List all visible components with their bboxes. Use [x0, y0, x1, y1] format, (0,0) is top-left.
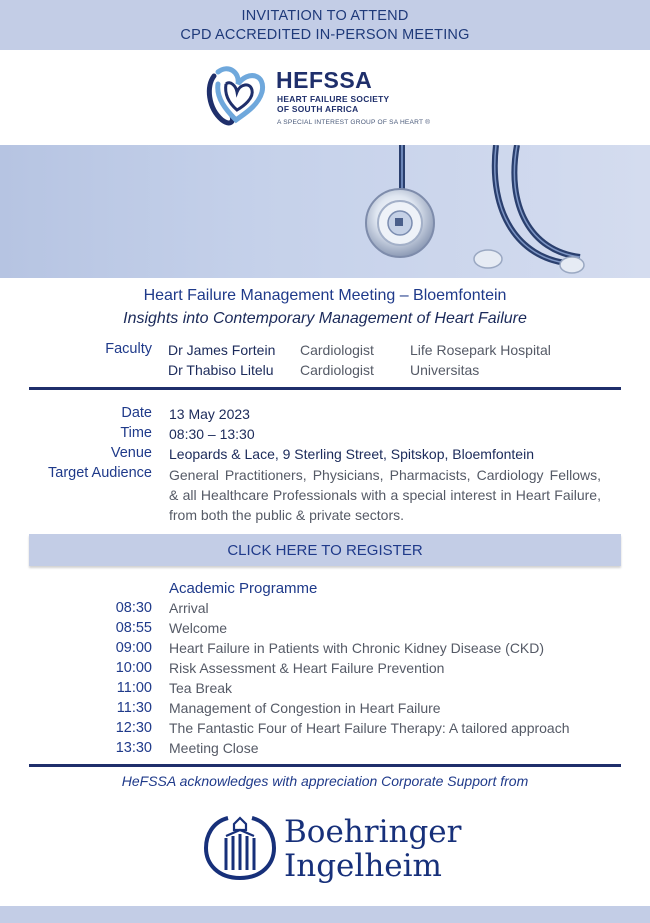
stethoscope-image — [0, 145, 650, 278]
programme-time: 11:30 — [116, 700, 152, 716]
programme-time: 13:30 — [115, 740, 152, 756]
venue-label: Venue — [110, 445, 152, 461]
meeting-subtitle: Insights into Contemporary Management of Heart Failure — [123, 310, 527, 327]
programme-row — [0, 660, 650, 680]
faculty-role: Cardiologist — [300, 342, 374, 358]
programme-row — [0, 700, 650, 720]
programme-item: Meeting Close — [169, 740, 259, 756]
faculty-institution: Life Rosepark Hospital — [410, 342, 551, 358]
programme-time: 10:00 — [115, 660, 152, 676]
programme-row — [0, 600, 650, 620]
hefssa-line-2: OF SOUTH AFRICA — [277, 104, 359, 114]
programme-item: The Fantastic Four of Heart Failure Therapy: A tailored approach — [169, 720, 570, 736]
hefssa-name: HEFSSA — [276, 67, 373, 93]
meeting-title: Heart Failure Management Meeting – Bloemfontein — [143, 287, 507, 304]
programme-item: Arrival — [169, 600, 209, 616]
faculty-role: Cardiologist — [300, 362, 374, 378]
audience-label: Target Audience — [48, 465, 152, 481]
programme-time: 12:30 — [115, 720, 152, 736]
date-value: 13 May 2023 — [169, 406, 250, 422]
sponsor-name-line-1: Boehringer — [284, 814, 462, 850]
divider — [29, 387, 621, 390]
time-value: 08:30 – 13:30 — [169, 426, 255, 442]
faculty-label: Faculty — [105, 341, 152, 357]
faculty-name: Dr James Fortein — [168, 342, 276, 358]
hefssa-tagline: A SPECIAL INTEREST GROUP OF SA HEART ® — [277, 119, 431, 126]
sponsor-logo — [200, 808, 460, 888]
programme-heading: Academic Programme — [169, 580, 318, 597]
hero-image — [0, 145, 650, 278]
date-label: Date — [121, 405, 152, 421]
programme-time: 11:00 — [116, 680, 152, 696]
venue-value: Leopards & Lace, 9 Sterling Street, Spitskop, Bloemfontein — [169, 446, 534, 462]
sponsor-name-line-2: Ingelheim — [284, 848, 442, 884]
programme-row — [0, 620, 650, 640]
programme-time: 08:55 — [115, 620, 152, 636]
divider — [29, 764, 621, 767]
time-label: Time — [120, 425, 152, 441]
faculty-institution: Universitas — [410, 362, 480, 378]
programme-row — [0, 680, 650, 700]
programme-row — [0, 720, 650, 740]
programme-item: Management of Congestion in Heart Failure — [169, 700, 441, 716]
heart-swirl-icon — [204, 62, 270, 130]
register-button[interactable]: CLICK HERE TO REGISTER — [29, 534, 621, 566]
hefssa-line-1: HEART FAILURE SOCIETY — [277, 94, 390, 104]
acknowledgement-text: HeFSSA acknowledges with appreciation Corporate Support from — [121, 773, 529, 789]
programme-row — [0, 740, 650, 760]
programme-row — [0, 640, 650, 660]
bottom-band — [0, 906, 650, 923]
programme-item: Tea Break — [169, 680, 233, 696]
programme-time: 09:00 — [115, 640, 152, 656]
banner-line-2: CPD ACCREDITED IN-PERSON MEETING — [180, 27, 470, 43]
programme-item: Welcome — [169, 620, 228, 636]
faculty-name: Dr Thabiso Litelu — [168, 362, 274, 378]
boehringer-ingelheim-logo-icon — [204, 812, 276, 884]
invitation-banner — [0, 0, 650, 50]
programme-time: 08:30 — [115, 600, 152, 616]
programme-item: Heart Failure in Patients with Chronic Kidney Disease (CKD) — [169, 640, 545, 656]
hefssa-logo — [200, 56, 450, 136]
banner-line-1: INVITATION TO ATTEND — [241, 8, 409, 24]
audience-value: General Practitioners, Physicians, Pharmacists, Cardiology Fellows, & all Healthcare Professionals with a special interest in Heart Failure, from both the public & private sectors. — [169, 467, 601, 523]
programme-item: Risk Assessment & Heart Failure Prevention — [169, 660, 445, 676]
